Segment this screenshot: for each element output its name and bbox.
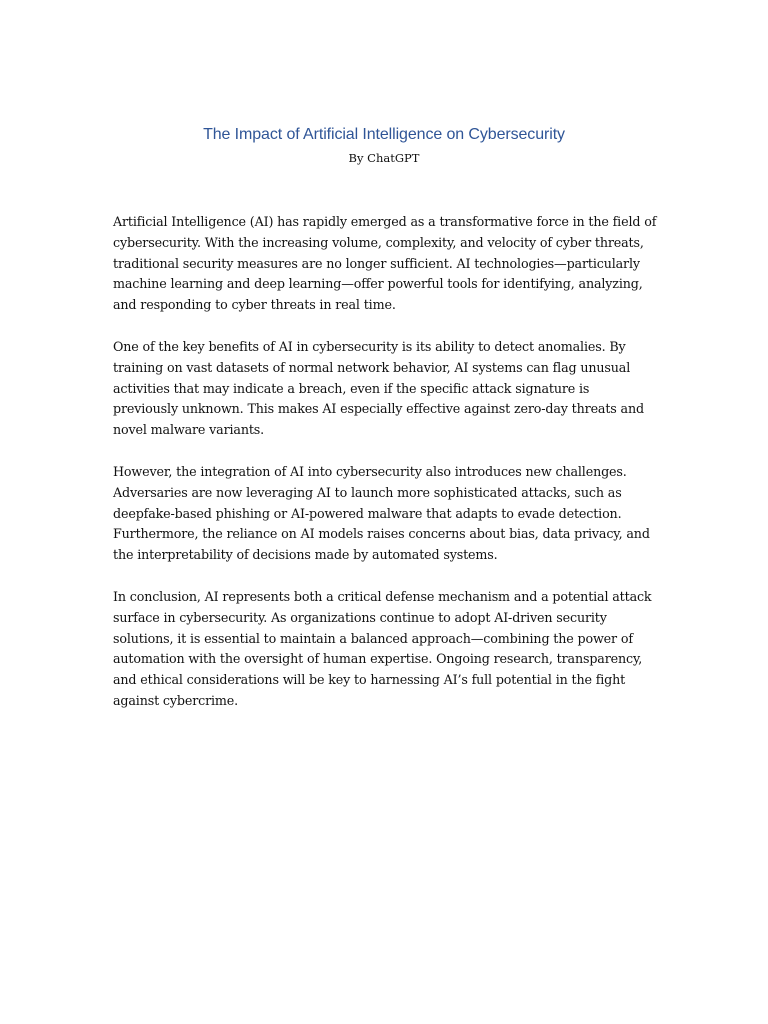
paragraph-challenges: However, the integration of AI into cybersecurity also introduces new challenges. Adversaries are now leveraging AI to launch more sophisticated attacks, such as deepfake-based phishing or AI-powered malware that adapts to evade detection. Furthermore, the reliance on AI models raises concerns about bias, data privacy, and the interpretability of decisions made by automated systems. [113, 463, 650, 563]
document-body [113, 212, 658, 733]
paragraph-conclusion: In conclusion, AI represents both a critical defense mechanism and a potential attack surface in cybersecurity. As organizations continue to adopt AI-driven security solutions, it is essential to maintain a balanced approach—combining the power of automation with the oversight of human expertise. Ongoing research, transparency, and ethical considerations will be key to harnessing AI’s full potential in the fight against cybercrime. [113, 588, 652, 708]
document-byline: By ChatGPT [348, 151, 420, 165]
paragraph-anomaly-detection: One of the key benefits of AI in cybersecurity is its ability to detect anomalies. By training on vast datasets of normal network behavior, AI systems can flag unusual activities that may indicate a breach, even if the specific attack signature is previously unknown. This makes AI especially effective against zero-day threats and novel malware variants. [113, 338, 644, 438]
document-title: The Impact of Artificial Intelligence on Cybersecurity [203, 126, 565, 143]
paragraph-intro: Artificial Intelligence (AI) has rapidly emerged as a transformative force in the field of cybersecurity. With the increasing volume, complexity, and velocity of cyber threats, traditional security measures are no longer sufficient. AI technologies—particularly machine learning and deep learning—offer powerful tools for identifying, analyzing, and responding to cyber threats in real time. [113, 214, 657, 313]
